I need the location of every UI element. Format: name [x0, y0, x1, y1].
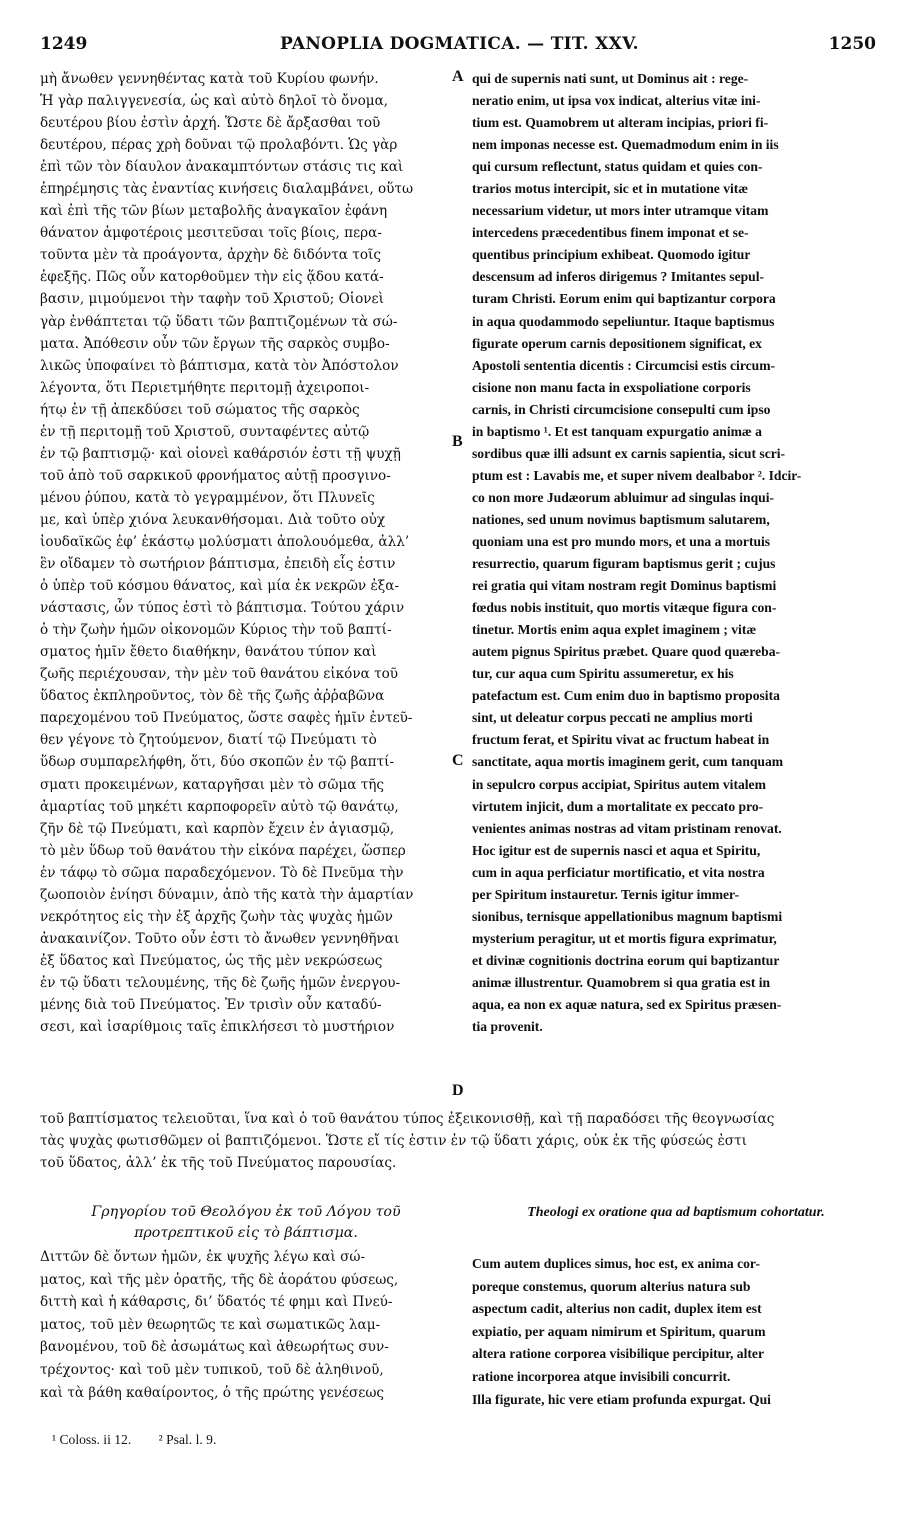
latin-text-line: cisione non manu facta in exspoliatione corporis — [472, 379, 751, 395]
latin-text-line: qui cursum reflectunt, status quidam et quies con- — [472, 159, 763, 175]
latin-text-line: neratio enim, ut ipsa vox indicat, alterius vitæ ini- — [472, 93, 761, 109]
greek-text-line: καὶ ἐπὶ τῆς τῶν βίων μεταβολῆς ἀναγκαῖον ἐφάνη — [40, 203, 388, 220]
latin-text-line: aspectum cadit, alterius non cadit, duplex item est — [472, 1301, 762, 1317]
greek-text-line: ὁ ὑπὲρ τοῦ κόσμου θάνατος, καὶ μία ἐκ νεκρῶν ἐξα- — [40, 578, 400, 595]
greek-text-line: ήτῳ ἐν τῇ ἀπεκδύσει τοῦ σώματος τῆς σαρκὸς — [40, 401, 360, 418]
margin-marker-b: B — [452, 433, 463, 450]
greek-text-line: παρεχομένου τοῦ Πνεύματος, ὥστε σαφὲς ἡμῖν ἐντεῦ- — [40, 710, 413, 727]
footnote-1: ¹ Coloss. ii 12. — [52, 1432, 132, 1447]
latin-text-line: necessarium videtur, ut mors inter utramque vitam — [472, 203, 769, 219]
latin-text-line: qui de supernis nati sunt, ut Dominus ait : rege- — [472, 71, 749, 86]
spanning-text-line: τοῦ ὕδατος, ἀλλ’ ἐκ τῆς τοῦ Πνεύματος παρουσίας. — [40, 1155, 397, 1171]
latin-text-line: Hoc igitur est de supernis nasci et aqua et Spiritu, — [472, 842, 761, 858]
greek-text-line: ὕδωρ συμπαρελήφθη, ὅτι, δύο σκοπῶν ἐν τῷ βαπτί- — [40, 754, 395, 771]
greek-text-line: ματα. Ἀπόθεσιν οὖν τῶν ἔργων τῆς σαρκὸς συμβο- — [40, 335, 390, 352]
greek-text-line: με, καὶ ὑπὲρ χιόνα λευκανθήσομαι. Διὰ τοῦτο οὐχ — [40, 511, 386, 528]
page-number-right: 1250 — [828, 34, 876, 54]
greek-text-line: βανομένου, τοῦ δὲ ἀσωμάτως καὶ ἀθεωρήτως συν- — [40, 1339, 389, 1356]
latin-text-line: cum in aqua perficiatur mortificatio, et vita nostra — [472, 864, 765, 880]
greek-text-line: νάστασις, ὧν τύπος ἐστὶ τὸ βάπτισμα. Τούτου χάριν — [40, 600, 405, 617]
latin-text-line: figurate operum carnis depositionem significat, ex — [472, 335, 762, 351]
greek-text-line: ἐξ ὕδατος καὶ Πνεύματος, ὡς τῆς μὲν νεκρώσεως — [40, 952, 383, 969]
latin-text-line: sordibus quæ illi adsunt ex carnis sapientia, sicut scri- — [472, 445, 786, 461]
spanning-text-line: τοῦ βαπτίσματος τελειοῦται, ἵνα καὶ ὁ τοῦ θανάτου τύπος ἐξεικονισθῇ, καὶ τῇ παραδόσει τῆς θεογνωσίας — [40, 1111, 775, 1127]
greek-text-line: ὕδατος ἐκπληροῦντος, τὸν δὲ τῆς ζωῆς ἀῤῥαβῶνα — [40, 688, 385, 705]
greek-text-line: λικῶς ὑποφαίνει τὸ βάπτισμα, κατὰ τὸν Ἀπόστολον — [40, 357, 399, 374]
footnotes — [52, 1432, 240, 1448]
greek-text-line: σματι προκειμένων, καταργῆσαι μὲν τὸ σῶμα τῆς — [40, 776, 385, 793]
greek-text-line: ἐπηρέμησις τὰς ἐναντίας κινήσεις διαλαμβάνει, οὕτω — [40, 181, 414, 198]
margin-marker-d: D — [452, 1082, 464, 1099]
latin-text-line: sint, ut deleatur corpus peccati ne amplius morti — [472, 710, 753, 726]
latin-text-line: tinetur. Mortis enim aqua explet imaginem ; vitæ — [472, 622, 757, 638]
latin-text-line: tur, cur aqua cum Spiritu assumeretur, ex his — [472, 666, 734, 682]
latin-text-line: intercedens præcedentibus finem imponat et se- — [472, 225, 749, 241]
greek-text-line: ἐν τῇ περιτομῇ τοῦ Χριστοῦ, συνταφέντες αὐτῷ — [40, 423, 370, 440]
greek-text-line: τοῦ ἀπὸ τοῦ σαρκικοῦ φρονήματος αὐτῇ προσγινο- — [40, 467, 391, 484]
greek-text-line: λέγοντα, ὅτι Περιετμήθητε περιτομῇ ἀχειροποι- — [40, 379, 370, 396]
running-title: PANOPLIA DOGMATICA. — TIT. XXV. — [280, 34, 639, 54]
greek-text-line: νεκρότητος εἰς τὴν ἐξ ἀρχῆς ζωὴν τὰς ψυχὰς ἡμῶν — [40, 908, 393, 925]
latin-text-line: resurrectio, quarum figuram baptismus gerit ; cujus — [472, 556, 776, 572]
greek-text-line: μὴ ἄνωθεν γεννηθέντας κατὰ τοῦ Κυρίου φωνήν. — [40, 71, 379, 87]
latin-text-line: nem imponas necesse est. Quemadmodum enim in iis — [472, 137, 779, 153]
latin-text-line: fructum ferat, et Spiritu vivat ac fructum habeat in — [472, 732, 770, 748]
section-heading-latin: Theologi ex oratione qua ad baptismum cohortatur. — [527, 1205, 825, 1220]
page-header — [0, 34, 916, 64]
latin-text-line: animæ illustrentur. Quamobrem si qua gratia est in — [472, 974, 771, 990]
greek-text-line: διττὴ καὶ ἡ κάθαρσις, δι’ ὕδατός τέ φημι καὶ Πνεύ- — [40, 1294, 393, 1311]
greek-text-line: ἐφεξῆς. Πῶς οὖν κατορθοῦμεν τὴν εἰς ᾅδου κατά- — [40, 269, 384, 286]
greek-text-line: δευτέρου βίου ἐστὶν ἀρχή. Ὥστε δὲ ἄρξασθαι τοῦ — [40, 115, 381, 132]
margin-marker-a: A — [452, 68, 464, 85]
latin-text-line: sanctitate, aqua mortis imaginem gerit, cum tanquam — [472, 754, 784, 770]
spanning-text — [40, 1108, 880, 1174]
greek-text-line: ἐν τῷ βαπτισμῷ· καὶ οἱονεὶ καθάρσιόν ἐστι τῇ ψυχῇ — [40, 445, 401, 462]
greek-text-line: ματος, τοῦ μὲν θεωρητῶς τε καὶ σωματικῶς λαμ- — [40, 1316, 381, 1333]
spanning-text-line: τὰς ψυχὰς φωτισθῶμεν οἱ βαπτιζόμενοι. Ὥστε εἴ τίς ἐστιν ἐν τῷ ὕδατι χάρις, οὐκ ἐκ τῆς φύσεώς ἐστι — [40, 1133, 747, 1149]
latin-text-line: patefactum est. Cum enim duo in baptismo proposita — [472, 688, 780, 704]
latin-text-line: nationes, sed unum novimus baptismum salutarem, — [472, 511, 770, 527]
greek-text-line: ἀνακαινίζον. Τοῦτο οὖν ἐστι τὸ ἄνωθεν γεννηθῆναι — [40, 930, 400, 947]
greek-text-line: ἐν τῷ ὕδατι τελουμένης, τῆς δὲ ζωῆς ἡμῶν ἐνεργου- — [40, 974, 401, 991]
latin-text-line: mysterium peragitur, ut et mortis figura exprimatur, — [472, 930, 777, 946]
greek-text-line: τρέχοντος· καὶ τοῦ μὲν τυπικοῦ, τοῦ δὲ ἀληθινοῦ, — [40, 1361, 384, 1378]
greek-text-line: Διττῶν δὲ ὄντων ἡμῶν, ἐκ ψυχῆς λέγω καὶ σώ- — [40, 1249, 366, 1265]
greek-text-line: ἁμαρτίας τοῦ μηκέτι καρποφορεῖν αὐτὸ τῷ θανάτῳ, — [40, 798, 399, 815]
latin-text-line: venientes animas nostras ad vitam pristinam renovat. — [472, 820, 782, 836]
latin-text-line: per Spiritum instauretur. Ternis igitur immer- — [472, 886, 740, 902]
greek-text-line: βασιν, μιμούμενοι τὴν ταφὴν τοῦ Χριστοῦ; Οἱονεὶ — [40, 291, 384, 308]
latin-text-line: ptum est : Lavabis me, et super nivem dealbabor ². Idcir- — [472, 467, 802, 483]
latin-text-line: turam Christi. Eorum enim qui baptizantur corpora — [472, 291, 776, 307]
greek-text-line: ζωῆς περιέχουσαν, τὴν μὲν τοῦ θανάτου εἰκόνα τοῦ — [40, 666, 399, 683]
greek-text-line: ζῆν δὲ τῷ Πνεύματι, καὶ καρπὸν ἔχειν ἐν ἁγιασμῷ, — [40, 820, 395, 837]
latin-text-line: Illa figurate, hic vere etiam profunda expurgat. Qui — [472, 1391, 771, 1407]
latin-text-line: aqua, ea non ex aquæ natura, sed ex Spiritus præsen- — [472, 996, 782, 1012]
greek-text-line: δευτέρου, πέρας χρὴ δοῦναι τῷ προλαβόντι. Ὡς γὰρ — [40, 137, 398, 154]
latin-text-line: in baptismo ¹. Et est tanquam expurgatio animæ a — [472, 423, 762, 439]
greek-text-line: ἓν οἴδαμεν τὸ σωτήριον βάπτισμα, ἐπειδὴ εἷς ἐστιν — [40, 556, 396, 573]
greek-text-line: σεσι, καὶ ἰσαρίθμοις ταῖς ἐπικλήσεσι τὸ μυστήριον — [40, 1019, 395, 1036]
latin-text-line: in sepulcro corpus accipiat, Spiritus autem vitalem — [472, 776, 766, 792]
latin-text-line: Cum autem duplices simus, hoc est, ex anima cor- — [472, 1256, 760, 1271]
latin-column — [472, 68, 880, 1038]
greek-text-line: καὶ τὰ βάθη καθαίροντος, ὁ τῆς πρώτης γενέσεως — [40, 1384, 385, 1401]
greek-column-2 — [40, 1246, 452, 1404]
latin-text-line: tium est. Quamobrem ut alteram incipias, priori fi- — [472, 115, 769, 131]
latin-text-line: virtutem injicit, dum a mortalitate ex peccato pro- — [472, 798, 764, 814]
latin-text-line: autem pignus Spiritus præbet. Quare quod quæreba- — [472, 644, 781, 660]
latin-text-line: fœdus nobis instituit, quo mortis vitæque figura con- — [472, 600, 777, 616]
greek-text-line: ἐπὶ τῶν τὸν δίαυλον ἀνακαμπτόντων στάσις τις καὶ — [40, 159, 404, 176]
greek-text-line: σματος ἡμῖν ἔθετο διαθήκην, θανάτου τύπον καὶ — [40, 644, 377, 661]
greek-text-line: ἰουδαϊκῶς ἐφ’ ἑκάστῳ μολύσματι ἀπολουόμεθα, ἀλλ’ — [40, 533, 410, 550]
greek-text-line: γὰρ ἐνθάπτεται τῷ ὕδατι τῶν βαπτιζομένων τὰ σώ- — [40, 313, 398, 330]
greek-text-line: θεν γέγονε τὸ ζητούμενον, διατί τῷ Πνεύματι τὸ — [40, 732, 377, 749]
greek-text-line: μένης διὰ τοῦ Πνεύματος. Ἐν τρισὶν οὖν καταδύ- — [40, 996, 382, 1013]
greek-text-line: θάνατον ἀμφοτέροις μεσιτεῦσαι τοῖς βίοις, περα- — [40, 225, 382, 242]
greek-text-line: ματος, καὶ τῆς μὲν ὁρατῆς, τῆς δὲ ἀοράτου φύσεως, — [40, 1271, 399, 1288]
latin-text-line: descensum ad inferos dirigemus ? Imitantes sepul- — [472, 269, 765, 285]
latin-text-line: tia provenit. — [472, 1019, 543, 1035]
latin-text-line: in aqua quodammodo sepeliuntur. Itaque baptismus — [472, 313, 775, 329]
latin-column-2 — [472, 1253, 880, 1411]
greek-text-line: ζωοποιὸν ἐνίησι δύναμιν, ἀπὸ τῆς κατὰ τὴν ἁμαρτίαν — [40, 886, 414, 903]
section-heading-greek: Γρηγορίου τοῦ Θεολόγου ἐκ τοῦ Λόγου τοῦ προτρεπτικοῦ εἰς τὸ βάπτισμα. — [91, 1204, 401, 1241]
latin-text-line: Apostoli sententia dicentis : Circumcisi estis circum- — [472, 357, 776, 373]
latin-text-line: quentibus principium exhibeat. Quomodo igitur — [472, 247, 751, 263]
greek-text-line: μένου ῥύπου, κατὰ τὸ γεγραμμένον, ὅτι Πλυνεῖς — [40, 489, 375, 506]
margin-marker-c: C — [452, 752, 464, 769]
greek-text-line: Ἡ γὰρ παλιγγενεσία, ὡς καὶ αὐτὸ δηλοῖ τὸ ὄνομα, — [40, 93, 389, 110]
greek-text-line: τὸ μὲν ὕδωρ τοῦ θανάτου τὴν εἰκόνα παρέχει, ὥσπερ — [40, 842, 406, 859]
latin-text-line: poreque constemus, quorum alterius natura sub — [472, 1278, 751, 1294]
latin-text-line: expiatio, per aquam nimirum et Spiritum, quarum — [472, 1323, 766, 1339]
greek-text-line: τοῦντα μὲν τὰ προάγοντα, ἀρχὴν δὲ διδόντα τοῖς — [40, 247, 381, 264]
latin-text-line: sionibus, ternisque appellationibus magnum baptismi — [472, 908, 783, 924]
page-number-left: 1249 — [40, 34, 88, 54]
latin-text-line: rei gratia qui vitam nostram regit Dominus baptismi — [472, 578, 777, 594]
greek-text-line: ὁ τὴν ζωὴν ἡμῶν οἰκονομῶν Κύριος τὴν τοῦ βαπτί- — [40, 622, 392, 639]
latin-text-line: altera ratione corporea visibilique percipitur, alter — [472, 1346, 764, 1362]
greek-column — [40, 68, 452, 1038]
latin-text-line: carnis, in Christi circumcisione consepulti cum ipso — [472, 401, 771, 417]
latin-text-line: co non more Judæorum abluimur ad singulas inqui- — [472, 489, 775, 505]
latin-text-line: et divinæ cognitionis doctrina eorum qui baptizantur — [472, 952, 780, 968]
latin-text-line: trarios motus intercipit, sic et in mutatione vitæ — [472, 181, 749, 197]
greek-text-line: ἐν τάφῳ τὸ σῶμα παραδεχόμενον. Τὸ δὲ Πνεῦμα τὴν — [40, 864, 404, 881]
footnote-2: ² Psal. l. 9. — [158, 1432, 217, 1447]
latin-text-line: quoniam una est pro mundo mors, et una a mortuis — [472, 533, 771, 549]
latin-text-line: ratione incorporea atque invisibili concurrit. — [472, 1368, 731, 1384]
